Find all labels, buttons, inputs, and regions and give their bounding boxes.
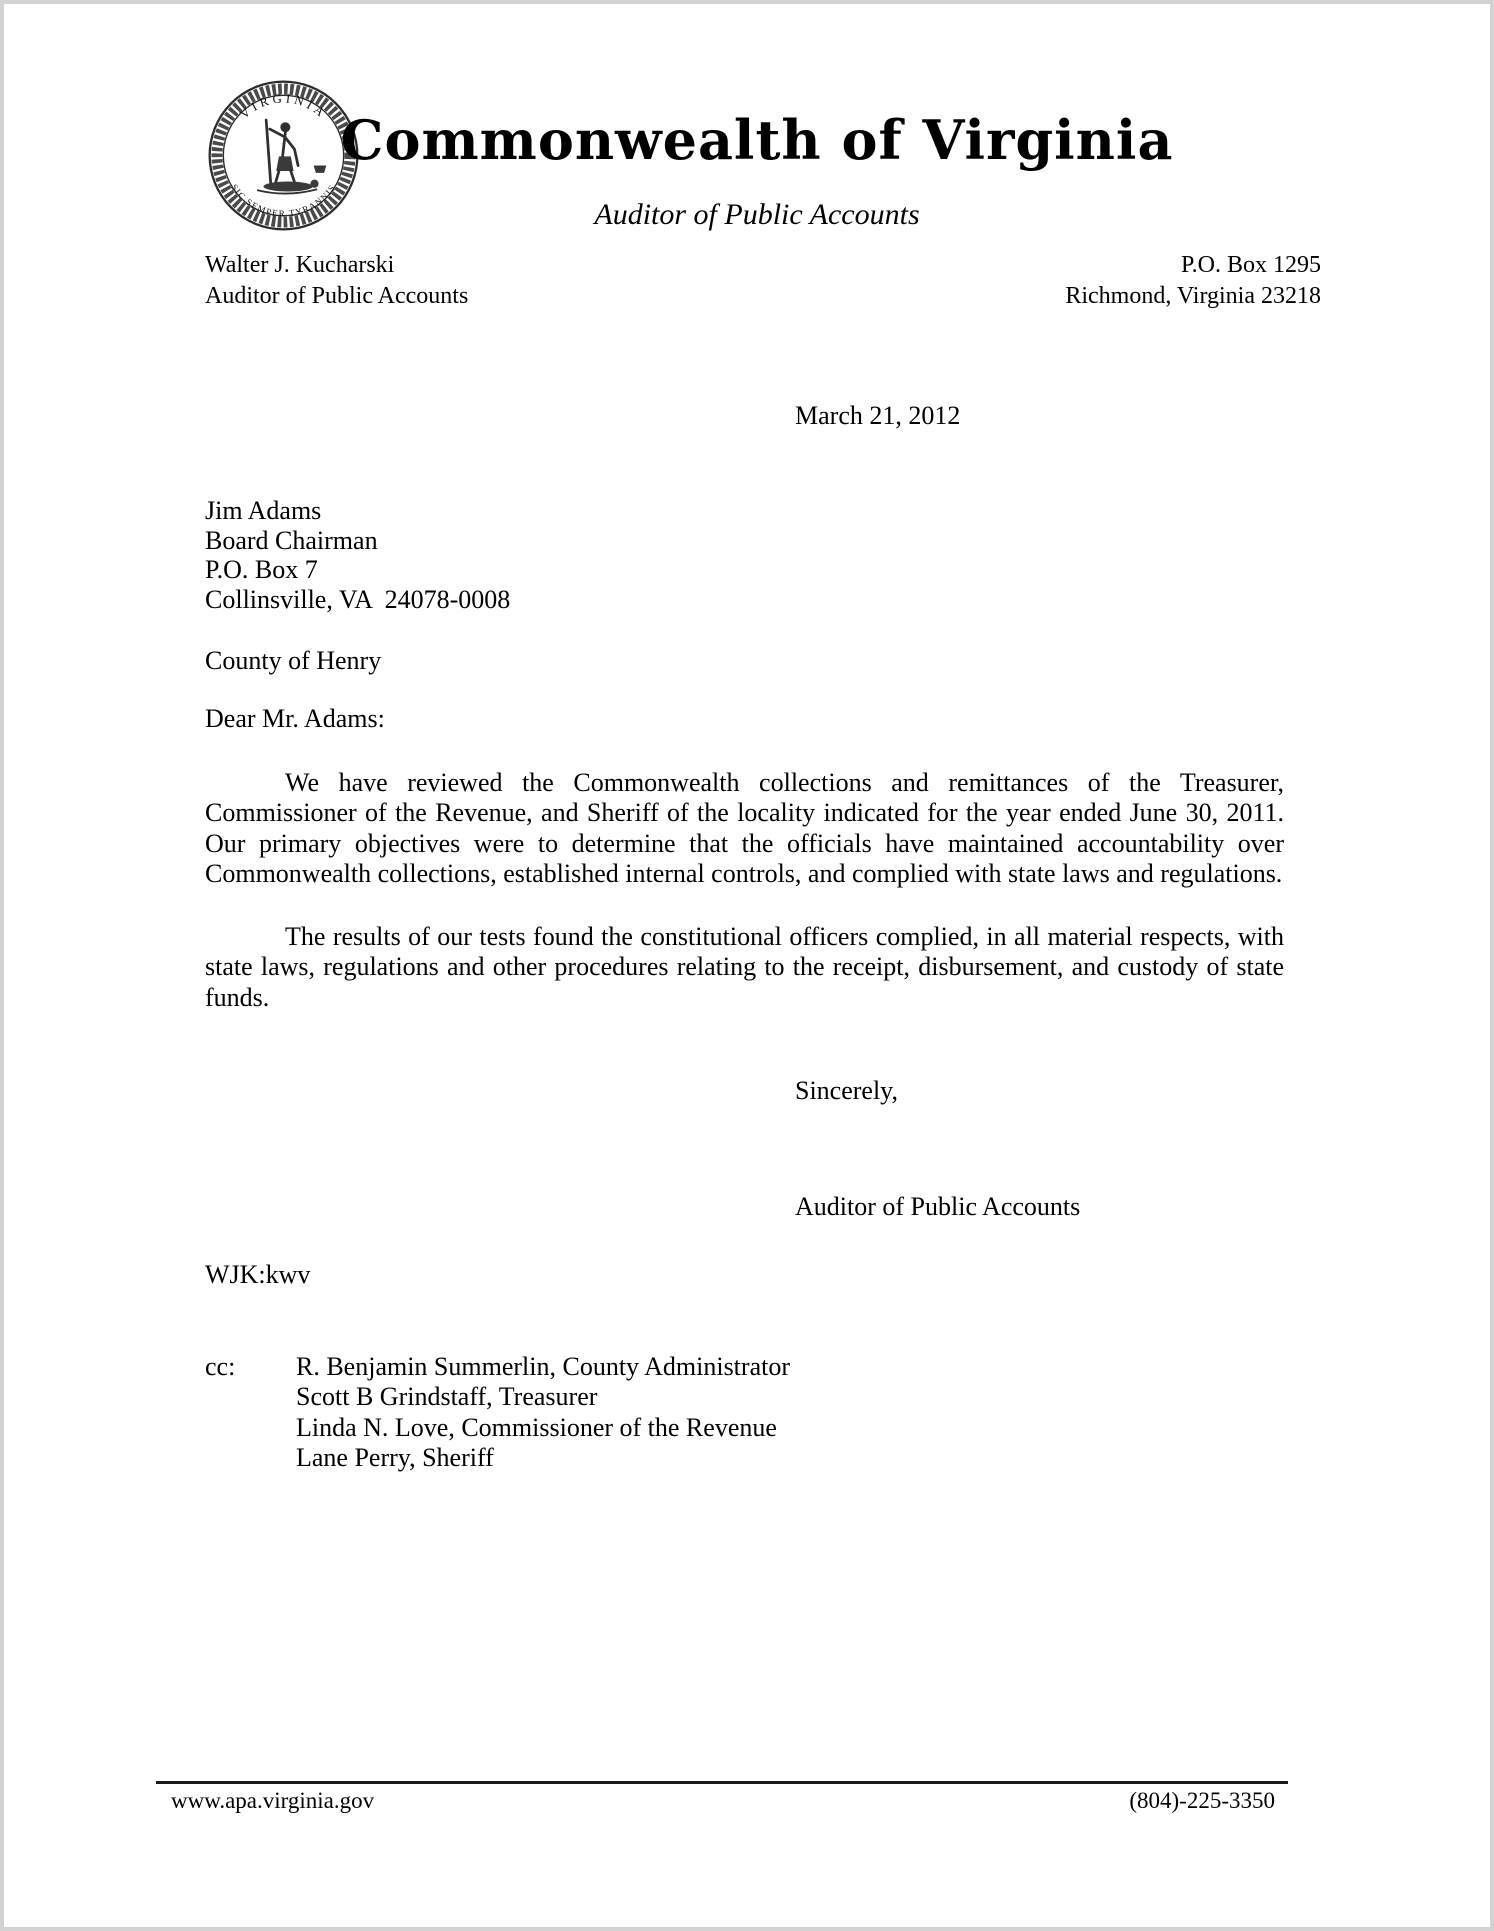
auditor-title: Auditor of Public Accounts — [205, 283, 469, 309]
cc-names — [296, 1352, 790, 1474]
body-paragraph-2: The results of our tests found the constitutional officers complied, in all material respects, with state laws, regulations and other procedures relating to the receipt, disbursement, and custody of state funds. — [205, 922, 1284, 1012]
recipient-po-box: P.O. Box 7 — [205, 555, 318, 584]
locality-reference: County of Henry — [205, 646, 382, 675]
letter-date: March 21, 2012 — [795, 401, 961, 430]
office-address-block — [1065, 250, 1321, 312]
valediction: Sincerely, — [795, 1076, 898, 1105]
auditor-name-block — [205, 250, 468, 312]
seal-top-text: VIRGINIA — [237, 91, 330, 122]
footer-rule — [156, 1781, 1288, 1784]
auditor-name: Walter J. Kucharski — [205, 252, 395, 278]
letter-body — [205, 768, 1284, 1013]
org-subtitle: Auditor of Public Accounts — [594, 198, 920, 231]
office-po-box: P.O. Box 1295 — [1180, 252, 1321, 278]
seal-bottom-text: SIC SEMPER TYRANNIS — [229, 182, 338, 219]
footer-row — [156, 1788, 1288, 1814]
cc-name: R. Benjamin Summerlin, County Administrator — [296, 1352, 790, 1381]
recipient-title: Board Chairman — [205, 525, 378, 555]
page-footer — [156, 1781, 1288, 1814]
body-paragraph-1: We have reviewed the Commonwealth collections and remittances of the Treasurer, Commissioner of the Revenue, and Sheriff of the locality indicated for the year ended June 30, 2011. Our primary objectives were to determine that the officials have maintained accountability over Commonwealth collections, established internal controls, and complied with state laws and regulations. — [205, 768, 1284, 888]
cc-name: Lane Perry, Sheriff — [296, 1443, 494, 1473]
cc-label: cc: — [205, 1352, 236, 1381]
cc-name: Linda N. Love, Commissioner of the Revenue — [296, 1412, 777, 1442]
org-title: Commonwealth of Virginia — [340, 108, 1174, 172]
office-city-state-zip: Richmond, Virginia 23218 — [1065, 283, 1321, 309]
recipient-city-state-zip: Collinsville, VA 24078-0008 — [205, 584, 511, 614]
cc-block — [205, 1352, 790, 1474]
reference-initials: WJK:kwv — [205, 1260, 311, 1289]
recipient-address-block — [205, 496, 510, 614]
footer-phone: (804)-225-3350 — [1129, 1788, 1275, 1813]
salutation: Dear Mr. Adams: — [205, 704, 385, 733]
recipient-name: Jim Adams — [205, 496, 322, 525]
footer-website: www.apa.virginia.gov — [171, 1788, 375, 1813]
signer-title: Auditor of Public Accounts — [795, 1192, 1081, 1221]
cc-name: Scott B Grindstaff, Treasurer — [296, 1382, 598, 1412]
closing-block — [795, 1076, 1080, 1222]
letterhead-info-row — [205, 250, 1321, 312]
